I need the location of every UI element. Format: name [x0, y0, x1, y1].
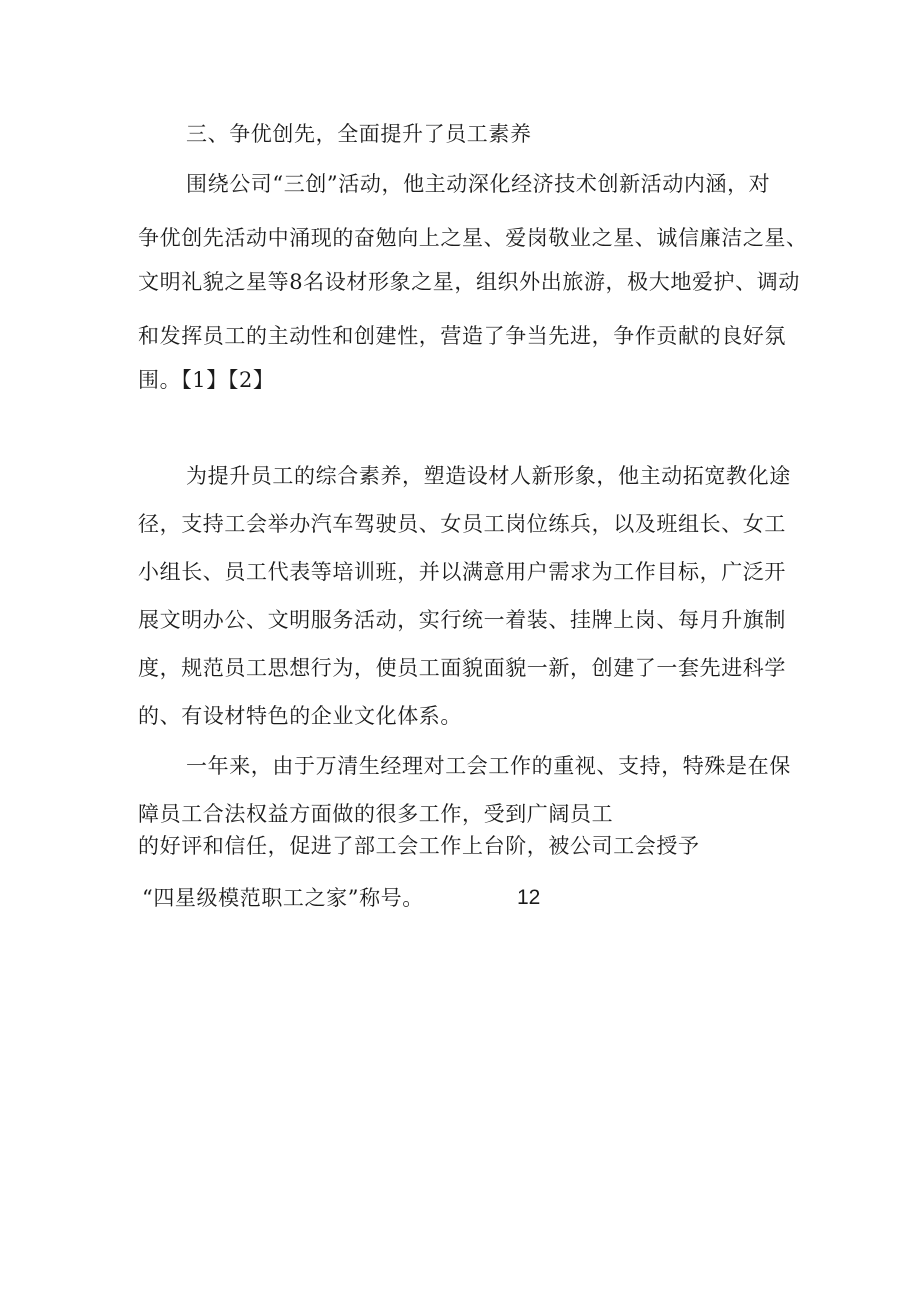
paragraph-line: 和发挥员工的主动性和创建性，营造了争当先进，争作贡献的良好氛 — [138, 324, 786, 348]
paragraph-line: 围绕公司“三创”活动，他主动深化经济技术创新活动内涵，对 — [186, 172, 771, 196]
paragraph-line: 一年来，由于万清生经理对工会工作的重视、支持，特殊是在保 — [186, 754, 791, 778]
paragraph-line: “四星级模范职工之家”称号。 — [142, 886, 424, 910]
paragraph-line: 度，规范员工思想行为，使员工面貌面貌一新，创建了一套先进科学 — [138, 656, 786, 680]
paragraph-line: 争优创先活动中涌现的奋勉向上之星、爱岗敬业之星、诚信廉洁之星、 — [138, 226, 808, 250]
paragraph-line: 障员工合法权益方面做的很多工作，受到广阔员工 — [138, 802, 614, 826]
paragraph-line: 展文明办公、文明服务活动，实行统一着装、挂牌上岗、每月升旗制 — [138, 608, 786, 632]
paragraph-line: 的好评和信任，促进了部工会工作上台阶，被公司工会授予 — [138, 834, 700, 858]
section-heading: 三、争优创先，全面提升了员工素养 — [186, 122, 532, 146]
paragraph-line: 围。【1】【2】 — [138, 368, 275, 392]
paragraph-line: 小组长、员工代表等培训班，并以满意用户需求为工作目标，广泛开 — [138, 560, 786, 584]
paragraph-line: 文明礼貌之星等8名设材形象之星，组织外出旅游，极大地爱护、调动 — [138, 270, 800, 294]
paragraph-line: 为提升员工的综合素养，塑造设材人新形象，他主动拓宽教化途 — [186, 464, 791, 488]
paragraph-line: 径，支持工会举办汽车驾驶员、女员工岗位练兵，以及班组长、女工 — [138, 512, 786, 536]
paragraph-line: 的、有设材特色的企业文化体系。 — [138, 704, 462, 728]
page-number: 12 — [517, 886, 541, 909]
